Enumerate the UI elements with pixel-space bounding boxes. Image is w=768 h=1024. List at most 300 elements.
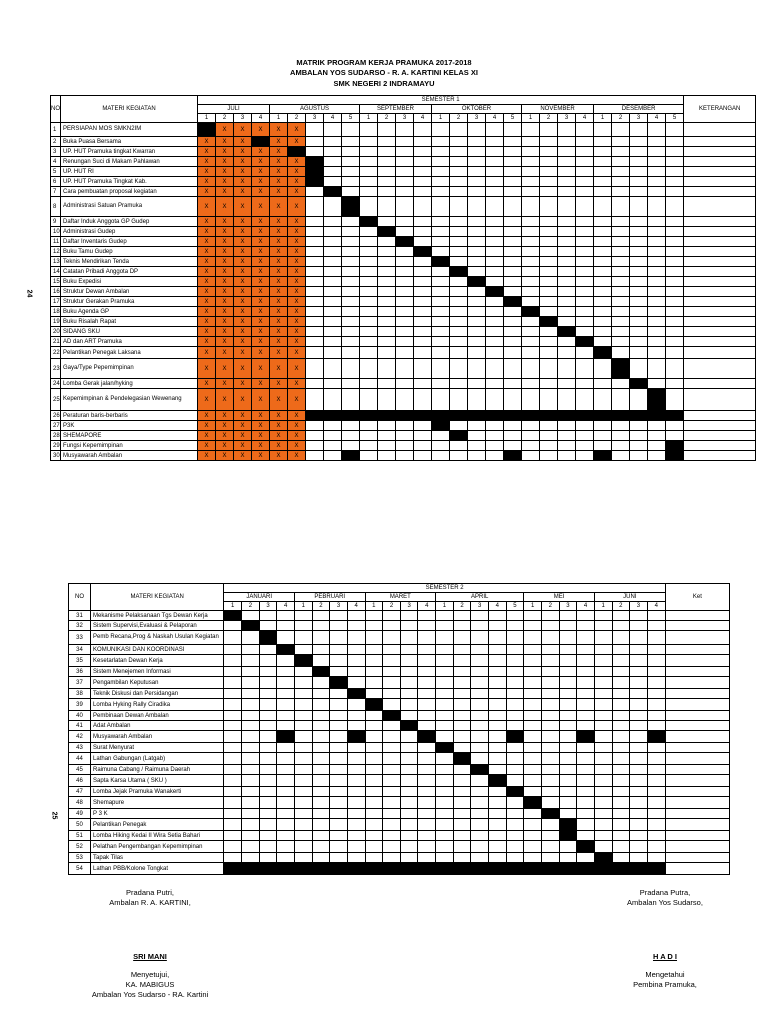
schedule-cell-marked: X <box>198 267 216 277</box>
schedule-cell-empty <box>630 267 648 277</box>
schedule-cell-empty <box>432 267 450 277</box>
schedule-cell-empty <box>306 297 324 307</box>
schedule-cell-empty <box>342 307 360 317</box>
schedule-cell-marked: X <box>234 317 252 327</box>
schedule-cell-empty <box>489 765 507 775</box>
schedule-cell-empty <box>242 721 260 731</box>
schedule-cell-empty <box>471 809 489 819</box>
schedule-cell-marked: X <box>252 451 270 461</box>
schedule-cell-empty <box>647 699 665 711</box>
row-number: 21 <box>51 337 61 347</box>
schedule-cell-empty <box>277 611 295 621</box>
keterangan-cell <box>684 137 756 147</box>
schedule-cell-filled <box>594 853 612 863</box>
schedule-cell-empty <box>396 277 414 287</box>
schedule-cell-marked: X <box>198 451 216 461</box>
schedule-cell-empty <box>312 787 330 797</box>
schedule-cell-filled <box>330 863 348 875</box>
schedule-cell-filled <box>471 765 489 775</box>
schedule-cell-empty <box>450 197 468 217</box>
schedule-cell-empty <box>504 441 522 451</box>
schedule-cell-empty <box>559 699 577 711</box>
schedule-cell-empty <box>612 787 630 797</box>
schedule-cell-empty <box>504 267 522 277</box>
schedule-cell-empty <box>259 809 277 819</box>
schedule-cell-empty <box>558 147 576 157</box>
schedule-cell-filled <box>666 451 684 461</box>
schedule-cell-empty <box>612 187 630 197</box>
activity-name: Struktur Dewan Ambalan <box>61 287 198 297</box>
schedule-cell-empty <box>524 731 542 743</box>
schedule-cell-empty <box>577 711 595 721</box>
schedule-cell-marked: X <box>252 167 270 177</box>
row-number: 37 <box>69 677 91 689</box>
schedule-cell-empty <box>224 743 242 753</box>
schedule-cell-empty <box>468 421 486 431</box>
schedule-cell-empty <box>414 389 432 411</box>
schedule-cell-empty <box>558 267 576 277</box>
schedule-cell-empty <box>612 797 630 809</box>
row-number: 6 <box>51 177 61 187</box>
schedule-cell-empty <box>294 677 312 689</box>
schedule-cell-empty <box>436 631 454 645</box>
schedule-cell-marked: X <box>288 137 306 147</box>
schedule-cell-empty <box>365 765 383 775</box>
schedule-cell-empty <box>647 765 665 775</box>
schedule-cell-filled <box>432 421 450 431</box>
schedule-cell-empty <box>541 731 559 743</box>
schedule-cell-empty <box>540 297 558 307</box>
schedule-cell-empty <box>612 853 630 863</box>
schedule-cell-empty <box>471 631 489 645</box>
schedule-cell-empty <box>559 645 577 655</box>
schedule-cell-empty <box>576 441 594 451</box>
schedule-cell-empty <box>365 743 383 753</box>
schedule-cell-marked: X <box>216 227 234 237</box>
table-row <box>51 421 756 431</box>
schedule-cell-empty <box>342 359 360 379</box>
schedule-cell-empty <box>524 787 542 797</box>
schedule-cell-empty <box>504 187 522 197</box>
schedule-cell-empty <box>432 347 450 359</box>
schedule-cell-empty <box>396 197 414 217</box>
week-header: 2 <box>288 114 306 123</box>
schedule-cell-empty <box>396 347 414 359</box>
schedule-cell-empty <box>504 147 522 157</box>
schedule-cell-filled <box>224 863 242 875</box>
schedule-cell-empty <box>486 317 504 327</box>
schedule-cell-empty <box>630 441 648 451</box>
schedule-cell-marked: X <box>270 267 288 277</box>
schedule-cell-empty <box>436 611 454 621</box>
schedule-cell-empty <box>294 689 312 699</box>
schedule-cell-empty <box>277 753 295 765</box>
schedule-cell-empty <box>577 853 595 863</box>
schedule-cell-empty <box>648 287 666 297</box>
schedule-cell-filled <box>378 227 396 237</box>
schedule-cell-empty <box>522 267 540 277</box>
schedule-cell-empty <box>558 167 576 177</box>
row-number: 36 <box>69 667 91 677</box>
schedule-cell-marked: X <box>288 327 306 337</box>
schedule-cell-filled <box>630 863 648 875</box>
schedule-cell-marked: X <box>270 123 288 137</box>
schedule-cell-filled <box>400 721 418 731</box>
activity-name: Daftar Induk Anggota GP Gudep <box>61 217 198 227</box>
week-header: 4 <box>324 114 342 123</box>
schedule-cell-empty <box>647 655 665 667</box>
keterangan-cell <box>684 327 756 337</box>
week-header: 3 <box>396 114 414 123</box>
schedule-cell-empty <box>504 287 522 297</box>
schedule-cell-empty <box>648 451 666 461</box>
schedule-cell-filled <box>306 411 324 421</box>
schedule-cell-empty <box>453 743 471 753</box>
schedule-cell-empty <box>324 347 342 359</box>
schedule-cell-marked: X <box>198 257 216 267</box>
schedule-cell-empty <box>524 655 542 667</box>
schedule-cell-filled <box>612 411 630 421</box>
schedule-cell-empty <box>576 359 594 379</box>
keterangan-cell <box>665 645 729 655</box>
schedule-cell-empty <box>259 645 277 655</box>
schedule-cell-empty <box>312 743 330 753</box>
keterangan-cell <box>684 451 756 461</box>
schedule-cell-empty <box>486 431 504 441</box>
schedule-cell-empty <box>312 765 330 775</box>
schedule-cell-empty <box>347 775 365 787</box>
schedule-cell-empty <box>414 217 432 227</box>
schedule-cell-empty <box>383 721 401 731</box>
schedule-cell-empty <box>347 831 365 841</box>
schedule-cell-filled <box>506 787 524 797</box>
month-header: DESEMBER <box>594 105 684 114</box>
schedule-cell-marked: X <box>288 257 306 267</box>
schedule-cell-empty <box>630 743 648 753</box>
schedule-cell-empty <box>224 853 242 863</box>
schedule-cell-empty <box>648 137 666 147</box>
schedule-cell-empty <box>612 277 630 287</box>
schedule-cell-empty <box>306 267 324 277</box>
schedule-cell-empty <box>489 841 507 853</box>
schedule-cell-empty <box>259 677 277 689</box>
schedule-cell-empty <box>504 307 522 317</box>
schedule-cell-empty <box>594 123 612 137</box>
schedule-cell-empty <box>540 307 558 317</box>
schedule-cell-marked: X <box>216 347 234 359</box>
schedule-cell-empty <box>647 853 665 863</box>
schedule-cell-empty <box>577 765 595 775</box>
schedule-cell-filled <box>559 819 577 831</box>
table-row <box>69 787 730 797</box>
schedule-cell-empty <box>450 287 468 297</box>
schedule-cell-empty <box>330 775 348 787</box>
schedule-cell-empty <box>612 237 630 247</box>
week-header: 4 <box>418 602 436 611</box>
schedule-cell-empty <box>450 167 468 177</box>
schedule-cell-empty <box>630 287 648 297</box>
schedule-cell-empty <box>450 137 468 147</box>
row-number: 48 <box>69 797 91 809</box>
schedule-cell-empty <box>432 441 450 451</box>
row-number: 27 <box>51 421 61 431</box>
schedule-cell-empty <box>666 123 684 137</box>
schedule-cell-empty <box>558 157 576 167</box>
schedule-cell-marked: X <box>252 431 270 441</box>
schedule-cell-marked: X <box>252 287 270 297</box>
schedule-cell-filled <box>418 863 436 875</box>
schedule-cell-empty <box>630 645 648 655</box>
schedule-cell-marked: X <box>270 237 288 247</box>
schedule-cell-empty <box>453 809 471 819</box>
schedule-cell-empty <box>259 797 277 809</box>
schedule-cell-empty <box>383 797 401 809</box>
semester-header: SEMESTER 2 <box>224 584 665 593</box>
schedule-cell-empty <box>559 655 577 667</box>
schedule-cell-empty <box>541 655 559 667</box>
schedule-cell-empty <box>647 787 665 797</box>
activity-name: Lomba Hyking Rally Ciradika <box>91 699 224 711</box>
schedule-cell-empty <box>347 655 365 667</box>
table-row <box>51 347 756 359</box>
schedule-cell-empty <box>612 611 630 621</box>
schedule-cell-empty <box>294 721 312 731</box>
row-number: 35 <box>69 655 91 667</box>
schedule-cell-empty <box>224 797 242 809</box>
schedule-cell-filled <box>504 451 522 461</box>
schedule-cell-empty <box>360 327 378 337</box>
schedule-cell-marked: X <box>234 347 252 359</box>
schedule-cell-marked: X <box>216 147 234 157</box>
table-row <box>51 451 756 461</box>
schedule-cell-marked: X <box>198 297 216 307</box>
row-number: 13 <box>51 257 61 267</box>
schedule-cell-empty <box>383 787 401 797</box>
schedule-cell-empty <box>418 853 436 863</box>
schedule-cell-empty <box>486 217 504 227</box>
schedule-cell-empty <box>576 389 594 411</box>
schedule-cell-marked: X <box>288 337 306 347</box>
schedule-cell-filled <box>559 831 577 841</box>
schedule-cell-empty <box>312 645 330 655</box>
schedule-cell-empty <box>559 775 577 787</box>
schedule-cell-empty <box>630 819 648 831</box>
schedule-cell-empty <box>450 177 468 187</box>
schedule-cell-empty <box>630 721 648 731</box>
schedule-cell-empty <box>612 699 630 711</box>
schedule-cell-empty <box>648 217 666 227</box>
schedule-cell-empty <box>541 841 559 853</box>
schedule-cell-filled <box>647 863 665 875</box>
schedule-cell-marked: X <box>288 347 306 359</box>
schedule-cell-empty <box>432 389 450 411</box>
keterangan-cell <box>665 631 729 645</box>
approval-right-role: Pembina Pramuka, <box>633 980 697 989</box>
schedule-cell-empty <box>524 677 542 689</box>
schedule-cell-empty <box>648 347 666 359</box>
schedule-cell-empty <box>504 217 522 227</box>
schedule-cell-empty <box>471 787 489 797</box>
schedule-cell-empty <box>524 645 542 655</box>
schedule-cell-filled <box>252 137 270 147</box>
schedule-cell-empty <box>612 655 630 667</box>
schedule-cell-marked: X <box>216 267 234 277</box>
schedule-cell-empty <box>383 841 401 853</box>
schedule-cell-empty <box>524 765 542 775</box>
schedule-cell-marked: X <box>216 247 234 257</box>
schedule-cell-empty <box>450 421 468 431</box>
schedule-cell-empty <box>648 297 666 307</box>
schedule-cell-empty <box>504 123 522 137</box>
schedule-cell-empty <box>365 631 383 645</box>
schedule-cell-filled <box>506 731 524 743</box>
schedule-cell-empty <box>559 853 577 863</box>
schedule-cell-empty <box>378 451 396 461</box>
schedule-cell-empty <box>436 853 454 863</box>
schedule-cell-empty <box>541 831 559 841</box>
row-number: 38 <box>69 689 91 699</box>
schedule-cell-empty <box>324 147 342 157</box>
schedule-cell-empty <box>418 677 436 689</box>
week-header: 2 <box>453 602 471 611</box>
schedule-cell-filled <box>450 431 468 441</box>
schedule-cell-empty <box>648 277 666 287</box>
schedule-cell-empty <box>383 621 401 631</box>
schedule-cell-empty <box>666 287 684 297</box>
schedule-cell-empty <box>647 721 665 731</box>
row-number: 49 <box>69 809 91 819</box>
schedule-cell-empty <box>666 157 684 167</box>
activity-name: Mekanisme Pelaksanaan Tgs Dewan Kerja <box>91 611 224 621</box>
schedule-cell-empty <box>414 337 432 347</box>
schedule-cell-marked: X <box>270 167 288 177</box>
schedule-cell-empty <box>489 819 507 831</box>
schedule-cell-empty <box>630 853 648 863</box>
keterangan-cell <box>665 699 729 711</box>
schedule-cell-empty <box>558 287 576 297</box>
schedule-cell-empty <box>559 797 577 809</box>
schedule-cell-empty <box>383 853 401 863</box>
schedule-cell-empty <box>612 819 630 831</box>
schedule-cell-empty <box>306 247 324 257</box>
schedule-cell-empty <box>648 177 666 187</box>
schedule-cell-empty <box>347 797 365 809</box>
schedule-cell-empty <box>612 775 630 787</box>
schedule-cell-empty <box>666 431 684 441</box>
activity-name: Adat Ambalan <box>91 721 224 731</box>
schedule-cell-empty <box>396 359 414 379</box>
schedule-cell-empty <box>312 775 330 787</box>
schedule-cell-empty <box>414 137 432 147</box>
activity-name: Sistem Menejemen Informasi <box>91 667 224 677</box>
schedule-cell-empty <box>504 167 522 177</box>
schedule-cell-filled <box>504 297 522 307</box>
schedule-cell-empty <box>576 287 594 297</box>
schedule-cell-empty <box>506 809 524 819</box>
schedule-cell-empty <box>453 631 471 645</box>
schedule-cell-empty <box>306 441 324 451</box>
week-header: 4 <box>576 114 594 123</box>
schedule-cell-empty <box>330 655 348 667</box>
schedule-cell-empty <box>400 645 418 655</box>
schedule-cell-empty <box>294 797 312 809</box>
schedule-cell-empty <box>342 217 360 227</box>
schedule-cell-empty <box>418 831 436 841</box>
keterangan-cell <box>684 237 756 247</box>
week-header: 1 <box>294 602 312 611</box>
row-number: 15 <box>51 277 61 287</box>
schedule-cell-marked: X <box>234 337 252 347</box>
keterangan-cell <box>665 731 729 743</box>
table-row <box>69 699 730 711</box>
schedule-cell-empty <box>342 257 360 267</box>
keterangan-cell <box>665 621 729 631</box>
schedule-cell-empty <box>378 237 396 247</box>
schedule-cell-empty <box>414 307 432 317</box>
schedule-cell-empty <box>471 621 489 631</box>
week-header: 4 <box>489 602 507 611</box>
schedule-cell-empty <box>576 307 594 317</box>
schedule-cell-empty <box>577 645 595 655</box>
schedule-cell-empty <box>378 187 396 197</box>
row-number: 10 <box>51 227 61 237</box>
schedule-cell-empty <box>312 721 330 731</box>
week-header: 3 <box>234 114 252 123</box>
activity-name: P3K <box>61 421 198 431</box>
schedule-cell-empty <box>360 337 378 347</box>
schedule-cell-empty <box>396 247 414 257</box>
schedule-cell-empty <box>666 327 684 337</box>
schedule-cell-empty <box>522 347 540 359</box>
schedule-cell-empty <box>378 359 396 379</box>
schedule-cell-empty <box>414 441 432 451</box>
schedule-cell-empty <box>436 699 454 711</box>
schedule-cell-marked: X <box>270 441 288 451</box>
schedule-cell-empty <box>330 621 348 631</box>
schedule-cell-filled <box>594 347 612 359</box>
schedule-cell-empty <box>312 611 330 621</box>
schedule-cell-empty <box>396 177 414 187</box>
schedule-cell-empty <box>453 765 471 775</box>
schedule-cell-empty <box>347 677 365 689</box>
schedule-cell-empty <box>418 621 436 631</box>
schedule-cell-empty <box>360 137 378 147</box>
schedule-cell-empty <box>342 441 360 451</box>
week-header: 1 <box>198 114 216 123</box>
schedule-cell-empty <box>324 337 342 347</box>
schedule-cell-empty <box>242 819 260 831</box>
table-row <box>51 257 756 267</box>
schedule-cell-empty <box>612 177 630 187</box>
table-row <box>69 819 730 831</box>
schedule-cell-empty <box>471 667 489 677</box>
schedule-cell-marked: X <box>216 307 234 317</box>
schedule-cell-empty <box>541 765 559 775</box>
schedule-cell-empty <box>612 287 630 297</box>
schedule-cell-empty <box>383 631 401 645</box>
schedule-cell-empty <box>418 645 436 655</box>
activity-name: Daftar Inventaris Gudep <box>61 237 198 247</box>
schedule-cell-empty <box>594 731 612 743</box>
schedule-cell-empty <box>504 379 522 389</box>
schedule-cell-empty <box>522 187 540 197</box>
schedule-cell-empty <box>312 711 330 721</box>
schedule-cell-empty <box>486 257 504 267</box>
schedule-cell-empty <box>259 775 277 787</box>
schedule-cell-empty <box>577 797 595 809</box>
schedule-cell-empty <box>648 431 666 441</box>
schedule-cell-empty <box>630 359 648 379</box>
